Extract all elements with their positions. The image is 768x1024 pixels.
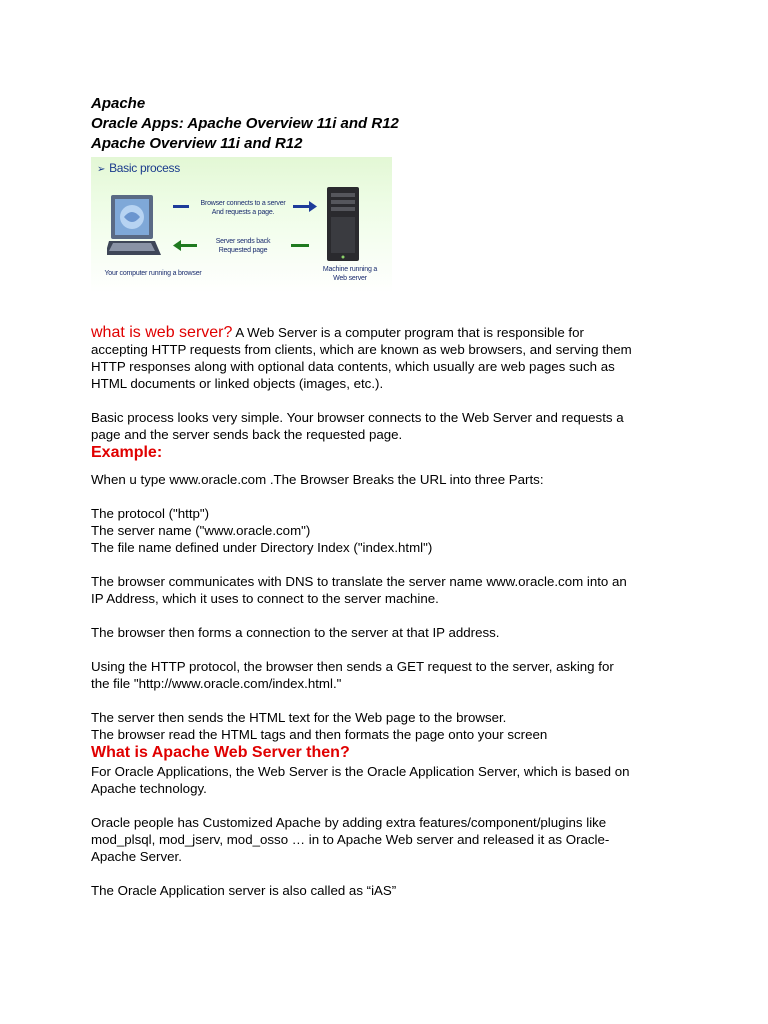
request-label-line2: And requests a page. bbox=[211, 209, 275, 216]
connect-text: The browser then forms a connection to the server at that IP address. bbox=[91, 625, 500, 640]
oracle-apps-text-l2: Apache technology. bbox=[91, 781, 207, 796]
server-tower-icon bbox=[323, 187, 363, 263]
web-server-text-l2: accepting HTTP requests from clients, which are known as web browsers, and serving them bbox=[91, 342, 632, 357]
title-apache: Apache bbox=[91, 95, 146, 112]
response-label bbox=[195, 237, 291, 255]
arrow-bullet-icon: ➢ bbox=[97, 164, 106, 175]
url-part-file: The file name defined under Directory Index ("index.html") bbox=[91, 540, 433, 555]
title-apache-overview: Apache Overview 11i and R12 bbox=[91, 135, 303, 152]
arrow-right-head-icon bbox=[291, 200, 321, 220]
get-request-text-l1: Using the HTTP protocol, the browser then sends a GET request to the server, asking for bbox=[91, 659, 614, 674]
web-server-text-l1: A Web Server is a computer program that is responsible for bbox=[232, 325, 584, 340]
response-label-line1: Server sends back bbox=[215, 238, 271, 245]
customized-apache-text-l1: Oracle people has Customized Apache by adding extra features/component/plugins like bbox=[91, 815, 607, 830]
ias-text: The Oracle Application server is also called as “iAS” bbox=[91, 883, 397, 898]
response-label-line2: Requested page bbox=[218, 247, 268, 254]
what-is-web-server-heading: what is web server? bbox=[91, 324, 233, 341]
url-part-server: The server name ("www.oracle.com") bbox=[91, 523, 311, 538]
web-server-text-l4: HTML documents or linked objects (images, etc.). bbox=[91, 376, 384, 391]
example-intro: When u type www.oracle.com .The Browser Breaks the URL into three Parts: bbox=[91, 472, 544, 487]
arrow-left-tail-icon bbox=[291, 239, 321, 259]
basic-process-text-l2: page and the server sends back the requested page. bbox=[91, 427, 403, 442]
request-label-line1: Browser connects to a server bbox=[200, 200, 286, 207]
dns-text-l1: The browser communicates with DNS to translate the server name www.oracle.com into an bbox=[91, 574, 627, 589]
browser-reads-text: The browser read the HTML tags and then formats the page onto your screen bbox=[91, 727, 548, 742]
customized-apache-text-l2: mod_plsql, mod_jserv, mod_osso … in to Apache Web server and released it as Oracle- bbox=[91, 832, 610, 847]
web-server-paragraph bbox=[91, 324, 691, 341]
title-oracle-apps: Oracle Apps: Apache Overview 11i and R12 bbox=[91, 115, 399, 132]
example-heading: Example: bbox=[91, 444, 163, 461]
dns-text-l2: IP Address, which it uses to connect to the server machine. bbox=[91, 591, 439, 606]
url-part-protocol: The protocol ("http") bbox=[91, 506, 210, 521]
basic-process-diagram bbox=[91, 157, 392, 293]
diagram-heading-text: Basic process bbox=[109, 161, 180, 175]
request-label bbox=[195, 199, 291, 217]
server-sends-text: The server then sends the HTML text for the Web page to the browser. bbox=[91, 710, 507, 725]
document-page bbox=[91, 94, 691, 899]
server-caption-line1: Machine running a bbox=[322, 266, 378, 273]
computer-caption: Your computer running a browser bbox=[104, 270, 202, 277]
oracle-apps-text-l1: For Oracle Applications, the Web Server is the Oracle Application Server, which is based on bbox=[91, 764, 630, 779]
get-request-text-l2: the file "http://www.oracle.com/index.html." bbox=[91, 676, 342, 691]
what-is-apache-heading: What is Apache Web Server then? bbox=[91, 744, 350, 761]
diagram-heading bbox=[97, 161, 180, 175]
server-caption bbox=[313, 265, 387, 283]
customized-apache-text-l3: Apache Server. bbox=[91, 849, 182, 864]
web-server-text-l3: HTTP responses along with optional data contents, which usually are web pages such as bbox=[91, 359, 615, 374]
server-caption-line2: Web server bbox=[333, 275, 367, 282]
laptop-computer-icon bbox=[107, 193, 163, 261]
basic-process-text-l1: Basic process looks very simple. Your browser connects to the Web Server and requests a bbox=[91, 410, 624, 425]
